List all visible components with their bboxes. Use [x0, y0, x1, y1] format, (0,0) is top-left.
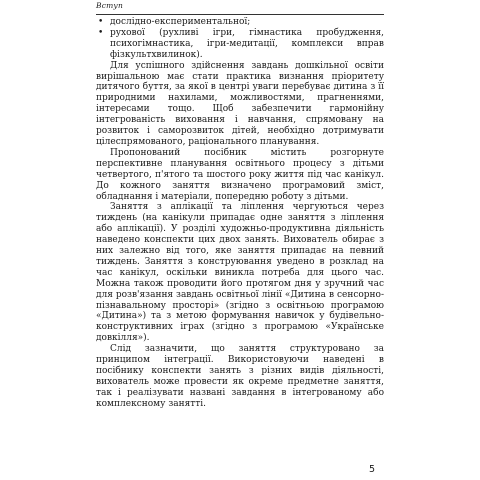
bullet-text: рухової (рухливі ігри, гімнастика пробудження, психогімнастика, ігри-медитації, комплекси вправ фізкультхвилинок).: [110, 27, 384, 60]
paragraph: Слід зазначити, що заняття структуровано за принципом інтеграції. Використовуючи наведені в посібнику конспекти занять з різних видів діяльності, вихователь може провести як окреме предметне заняття, так і реалізувати названі завдання в інтегрованому або комплексному занятті.: [96, 344, 384, 409]
paragraph: Для успішного здійснення завдань дошкільної освіти вирішальною має стати практика визнання пріоритету дитячого буття, за якої в центрі уваги перебуває дитина з її природними нахилами, можливостями, прагненнями, інтересами тощо. Щоб забезпечити гармонійну інтегрованість виховання і навчання, спрямовану на розвиток і саморозвиток дітей, необхідно дотримувати цілеспрямованого, раціонального планування.: [96, 60, 384, 147]
page-number: 5: [369, 464, 376, 475]
page-body: [96, 17, 384, 410]
bullet-list: [96, 17, 384, 61]
bullet-text: дослідно-експериментальної;: [110, 17, 251, 27]
bullet-item: [96, 17, 384, 28]
bullet-item: [96, 28, 384, 61]
paragraph: Заняття з аплікації та ліплення чергуються через тиждень (на канікули припадає одне заняття з ліплення або аплікації). У розділі художньо-продуктивна діяльність наведено конспекти цих двох занять. Вихователь обирає з них залежно від того, яке заняття припадає на певний тиждень. Заняття з конструювання уведено в розклад на час канікул, оскільки виникла потреба для цього час. Можна також проводити його протягом дня у зручний час для розв'язання завдань освітньої лінії «Дитина в сенсорно-пізнавальному просторі» (згідно з освітньою програмою «Дитина») та з метою формування навичок у будівельно-конструктивних іграх (згідно з програмою «Українське довкілля»).: [96, 202, 384, 344]
bullet-icon: •: [98, 27, 104, 38]
bullet-icon: •: [98, 17, 104, 27]
running-header: [96, 0, 384, 15]
header-title: Вступ: [96, 1, 124, 10]
paragraph: Пропонований посібник містить розгорнуте перспективне планування освітнього процесу з дітьми четвертого, п'ятого та шостого року життя під час канікул. До кожного заняття визначено програмовий зміст, обладнання і матеріали, попередню роботу з дітьми.: [96, 147, 384, 202]
